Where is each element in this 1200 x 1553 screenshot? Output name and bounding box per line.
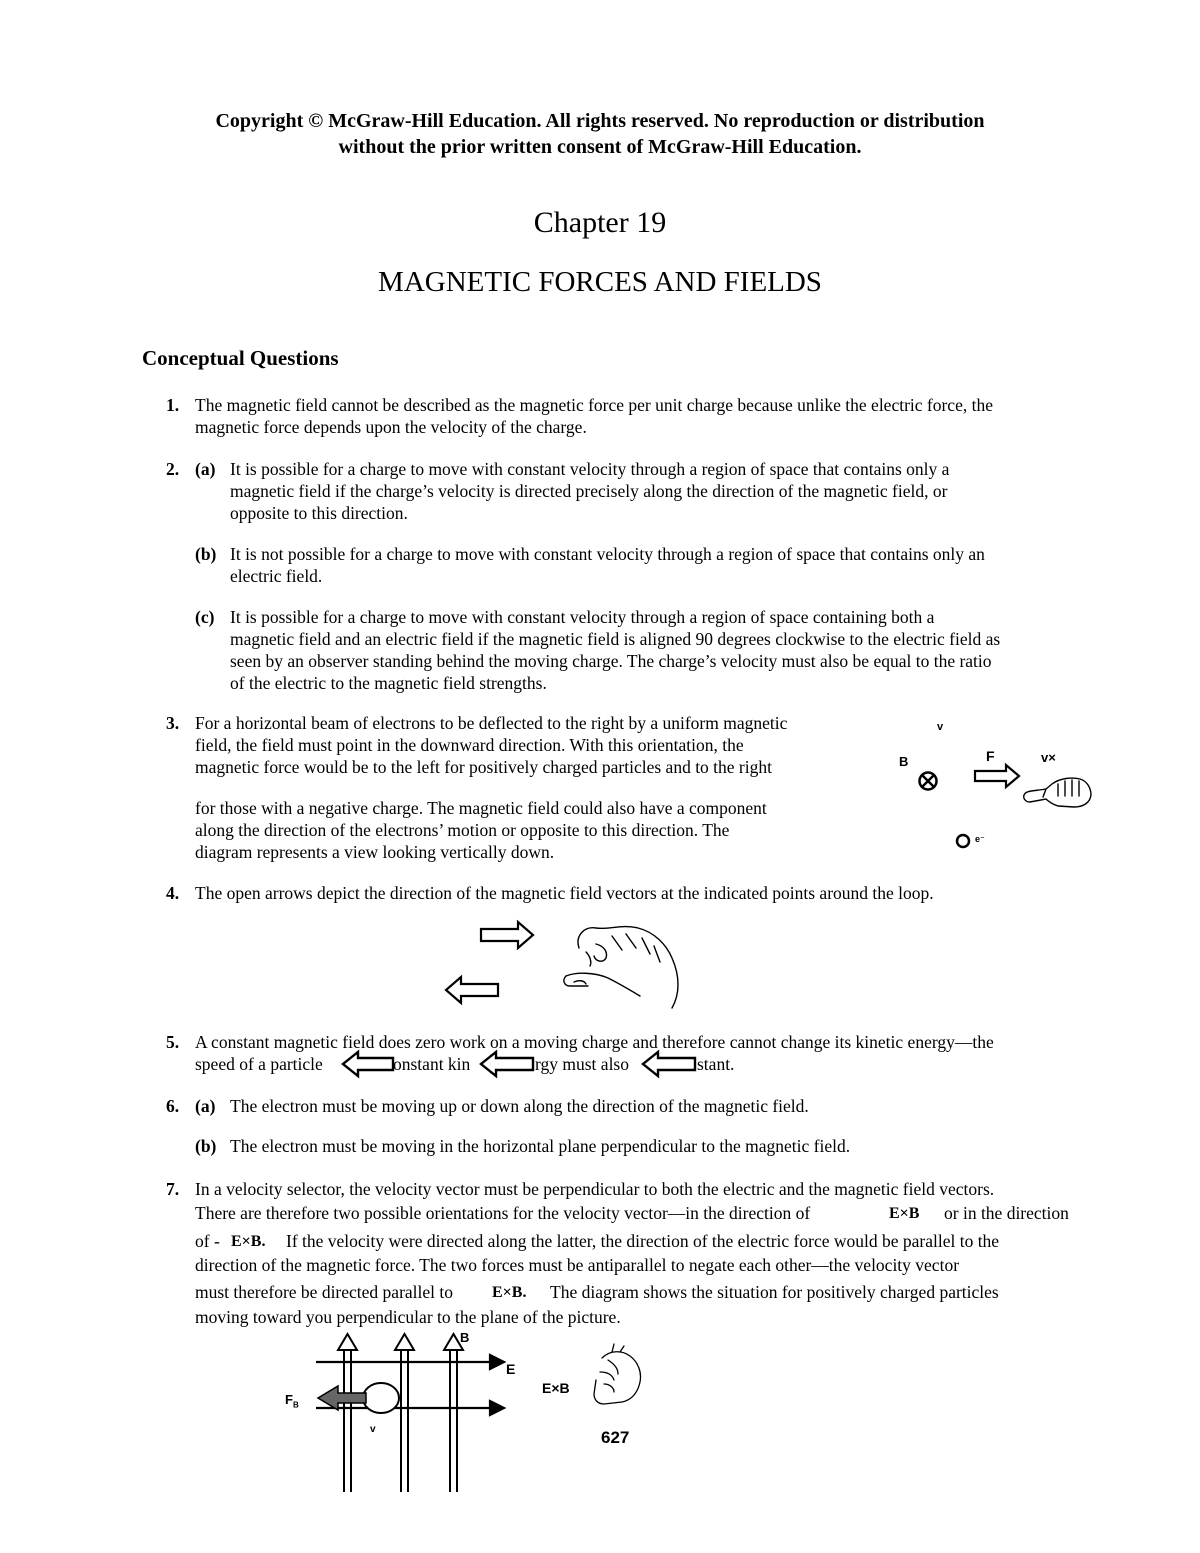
q3-line: field, the field must point in the downward direction. With this orientation, the (195, 735, 744, 755)
q3-f-label: F (986, 748, 995, 764)
q3-vxb-label: v× (1041, 750, 1056, 765)
q7-math: E×B (889, 1205, 920, 1222)
magnetic-field-arrow (338, 1334, 357, 1492)
magnetic-field-arrow (395, 1334, 414, 1492)
q6b-line: The electron must be moving in the horizontal plane perpendicular to the magnetic field. (230, 1136, 851, 1156)
part-label: (a) (195, 1096, 216, 1116)
q6a-line: The electron must be moving up or down along the direction of the magnetic field. (230, 1096, 809, 1116)
question-number: 3. (166, 713, 180, 733)
q7-math: E×B. (231, 1233, 266, 1250)
q5-line: A constant magnetic field does zero work on a moving charge and therefore cannot change its kinetic energy—the (195, 1032, 994, 1052)
part-label: (a) (195, 459, 216, 479)
q4-line: The open arrows depict the direction of the magnetic field vectors at the indicated points around the loop. (195, 883, 934, 903)
q2b-line: It is not possible for a charge to move with constant velocity through a region of space that contains only an (230, 544, 985, 564)
chapter-subtitle: MAGNETIC FORCES AND FIELDS (378, 266, 822, 298)
q7-line-part: The diagram shows the situation for positively charged particles (550, 1282, 999, 1302)
copyright-line-2: without the prior written consent of McGraw-Hill Education. (338, 136, 862, 158)
q3-line: For a horizontal beam of electrons to be deflected to the right by a uniform magnetic (195, 713, 788, 733)
q7-math: E×B. (492, 1284, 527, 1301)
q5-line-part: rgy must also (535, 1054, 629, 1074)
question-number: 4. (166, 883, 180, 903)
q3-line: for those with a negative charge. The magnetic field could also have a component (195, 798, 767, 818)
q7-v-label: v (370, 1424, 376, 1435)
q5-line-part: onstant kin (393, 1054, 471, 1074)
part-label: (c) (195, 607, 215, 627)
q7-line: In a velocity selector, the velocity vector must be perpendicular to both the electric and the magnetic field vectors. (195, 1179, 995, 1199)
q2a-line: It is possible for a charge to move with constant velocity through a region of space that contains only a (230, 459, 950, 479)
charged-particle (363, 1383, 399, 1413)
page-number: 627 (601, 1428, 630, 1447)
q5-line-part: speed of a particle (195, 1054, 323, 1074)
q7-f-subscript: B (292, 1400, 299, 1410)
q7-line-part: of - (195, 1231, 220, 1251)
q3-b-label: B (899, 754, 909, 769)
question-number: 1. (166, 395, 180, 415)
q2a-line: magnetic field if the charge’s velocity is directed precisely along the direction of the magnetic field, or (230, 481, 948, 501)
q7-exb-label: E×B (542, 1380, 570, 1396)
q7-line-part: There are therefore two possible orientations for the velocity vector—in the direction of (195, 1203, 811, 1223)
magnetic-force-arrow-icon (318, 1386, 366, 1410)
q1-line: magnetic force depends upon the velocity of the charge. (195, 417, 587, 437)
q3-line: diagram represents a view looking vertically down. (195, 842, 555, 862)
q7-f-text: F (285, 1392, 293, 1407)
q2a-line: opposite to this direction. (230, 503, 408, 523)
question-number: 5. (166, 1032, 180, 1052)
q7-e-label: E (506, 1361, 516, 1377)
q7-fb-label (285, 1392, 299, 1410)
q3-v-label: v (937, 721, 944, 733)
q7-line-part: If the velocity were directed along the latter, the direction of the electric force would be parallel to the (286, 1231, 1000, 1251)
part-label: (b) (195, 1136, 217, 1156)
part-label: (b) (195, 544, 217, 564)
q2c-line: It is possible for a charge to move with constant velocity through a region of space containing both a (230, 607, 935, 627)
q5-line-part: stant. (697, 1054, 735, 1074)
q2b-line: electric field. (230, 566, 323, 586)
magnetic-field-arrow (444, 1334, 463, 1492)
q3-line: magnetic force would be to the left for positively charged particles and to the right (195, 757, 772, 777)
chapter-title: Chapter 19 (533, 206, 667, 239)
q7-line: moving toward you perpendicular to the plane of the picture. (195, 1307, 621, 1327)
question-number: 7. (166, 1179, 180, 1199)
q3-line: along the direction of the electrons’ motion or opposite to this direction. The (195, 820, 730, 840)
hand-pointing-icon (594, 1344, 641, 1404)
q1-line: The magnetic field cannot be described as the magnetic force per unit charge because unlike the electric force, the (195, 395, 993, 415)
q7-line: direction of the magnetic force. The two forces must be antiparallel to negate each other—the velocity vector (195, 1255, 960, 1275)
section-title: Conceptual Questions (142, 346, 339, 370)
question-number: 6. (166, 1096, 180, 1116)
q3-electron-label: e⁻ (975, 834, 985, 844)
copyright-line-1: Copyright © McGraw-Hill Education. All rights reserved. No reproduction or distribution (215, 110, 985, 132)
q2c-line: seen by an observer standing behind the moving charge. The charge’s velocity must also be equal to the ratio (230, 651, 992, 671)
q2c-line: of the electric to the magnetic field strengths. (230, 673, 547, 693)
question-number: 2. (166, 459, 180, 479)
q7-b-label: B (460, 1330, 470, 1345)
q2c-line: magnetic field and an electric field if the magnetic field is aligned 90 degrees clockwise to the electric field as (230, 629, 1001, 649)
q7-line-part: or in the direction (944, 1203, 1069, 1223)
q7-line-part: must therefore be directed parallel to (195, 1282, 454, 1302)
